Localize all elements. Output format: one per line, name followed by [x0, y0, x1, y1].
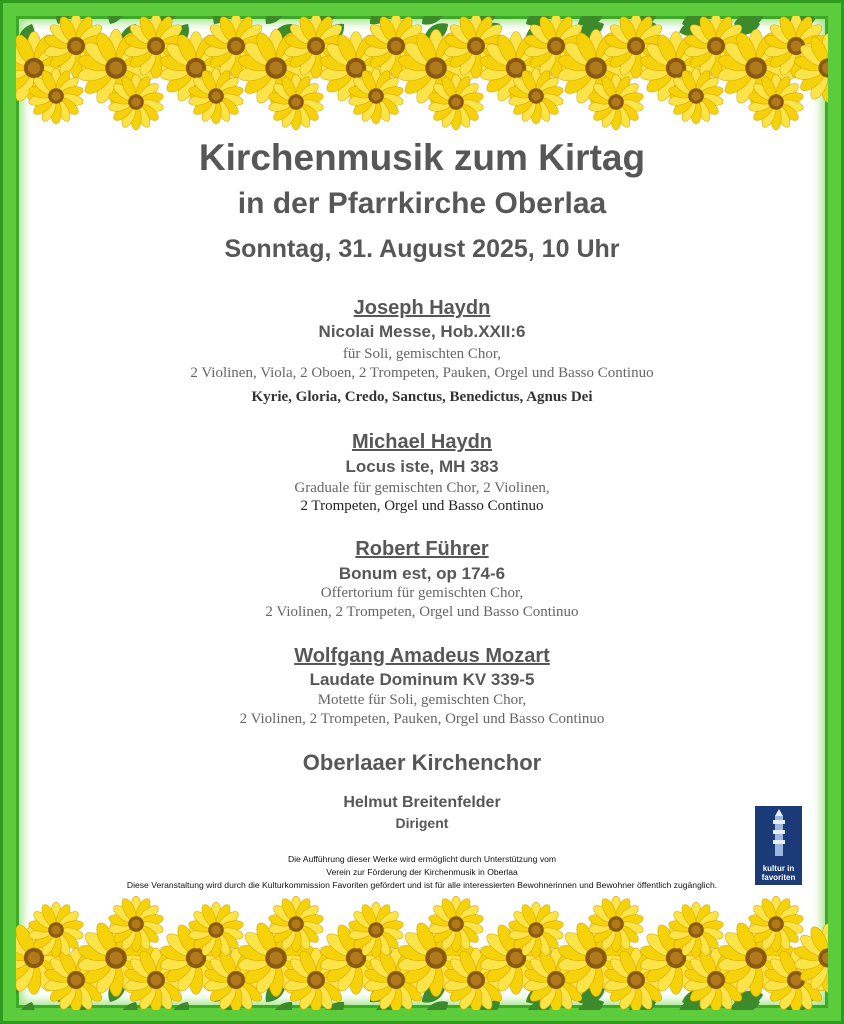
logo-text	[755, 864, 802, 882]
conductor-role: Dirigent	[395, 815, 449, 831]
composer-michael-haydn: Michael Haydn	[351, 431, 493, 453]
work-instrumentation: Graduale für gemischten Chor, 2 Violinen,	[294, 480, 550, 496]
leaf-icon	[103, 16, 130, 28]
logo-line: favoriten	[761, 873, 796, 882]
work-instrumentation: 2 Trompeten, Orgel und Basso Continuo	[300, 498, 544, 514]
leaf-icon	[16, 16, 23, 27]
mass-movements: Kyrie, Gloria, Credo, Sanctus, Benedictus, Agnus Dei	[251, 389, 593, 405]
composer-robert-fuehrer: Robert Führer	[355, 538, 489, 560]
work-instrumentation: 2 Violinen, Viola, 2 Oboen, 2 Trompeten, Pauken, Orgel und Basso Continuo	[190, 365, 654, 381]
sunflower-garland-bottom	[16, 892, 828, 1010]
sunflower-garland-top	[16, 16, 828, 134]
work-instrumentation: 2 Violinen, 2 Trompeten, Pauken, Orgel und Basso Continuo	[239, 711, 605, 727]
work-title: Locus iste, MH 383	[345, 457, 499, 476]
work-instrumentation: Motette für Soli, gemischten Chor,	[317, 692, 527, 708]
conductor-name: Helmut Breitenfelder	[343, 794, 501, 811]
event-date: Sonntag, 31. August 2025, 10 Uhr	[224, 235, 620, 263]
sponsor-note: Die Aufführung dieser Werke wird ermöglicht durch Unterstützung vom	[287, 854, 557, 864]
composer-joseph-haydn: Joseph Haydn	[353, 297, 491, 319]
work-title: Bonum est, op 174-6	[338, 564, 506, 583]
poster-title: Kirchenmusik zum Kirtag	[198, 137, 646, 178]
logo-line: kultur in	[762, 864, 795, 873]
work-title: Nicolai Messe, Hob.XXII:6	[318, 322, 526, 341]
choir-name: Oberlaaer Kirchenchor	[302, 750, 542, 775]
work-instrumentation: Offertorium für gemischten Chor,	[320, 585, 524, 601]
kultur-in-favoriten-logo	[755, 806, 802, 885]
composer-mozart: Wolfgang Amadeus Mozart	[294, 645, 550, 667]
leaf-icon	[16, 999, 39, 1010]
work-title: Laudate Dominum KV 339-5	[309, 670, 535, 689]
sponsor-association: Verein zur Förderung der Kirchenmusik in Oberlaa	[326, 867, 518, 877]
public-access-note: Diese Veranstaltung wird durch die Kulturkommission Favoriten gefördert und ist für alle interessierten Bewohnerinnen und Bewohner öffentlich zugänglich.	[126, 880, 718, 890]
work-instrumentation: für Soli, gemischten Chor,	[342, 346, 502, 362]
tower-icon	[755, 806, 802, 864]
poster-subtitle: in der Pfarrkirche Oberlaa	[237, 187, 607, 220]
work-instrumentation: 2 Violinen, 2 Trompeten, Orgel und Basso Continuo	[265, 604, 579, 620]
